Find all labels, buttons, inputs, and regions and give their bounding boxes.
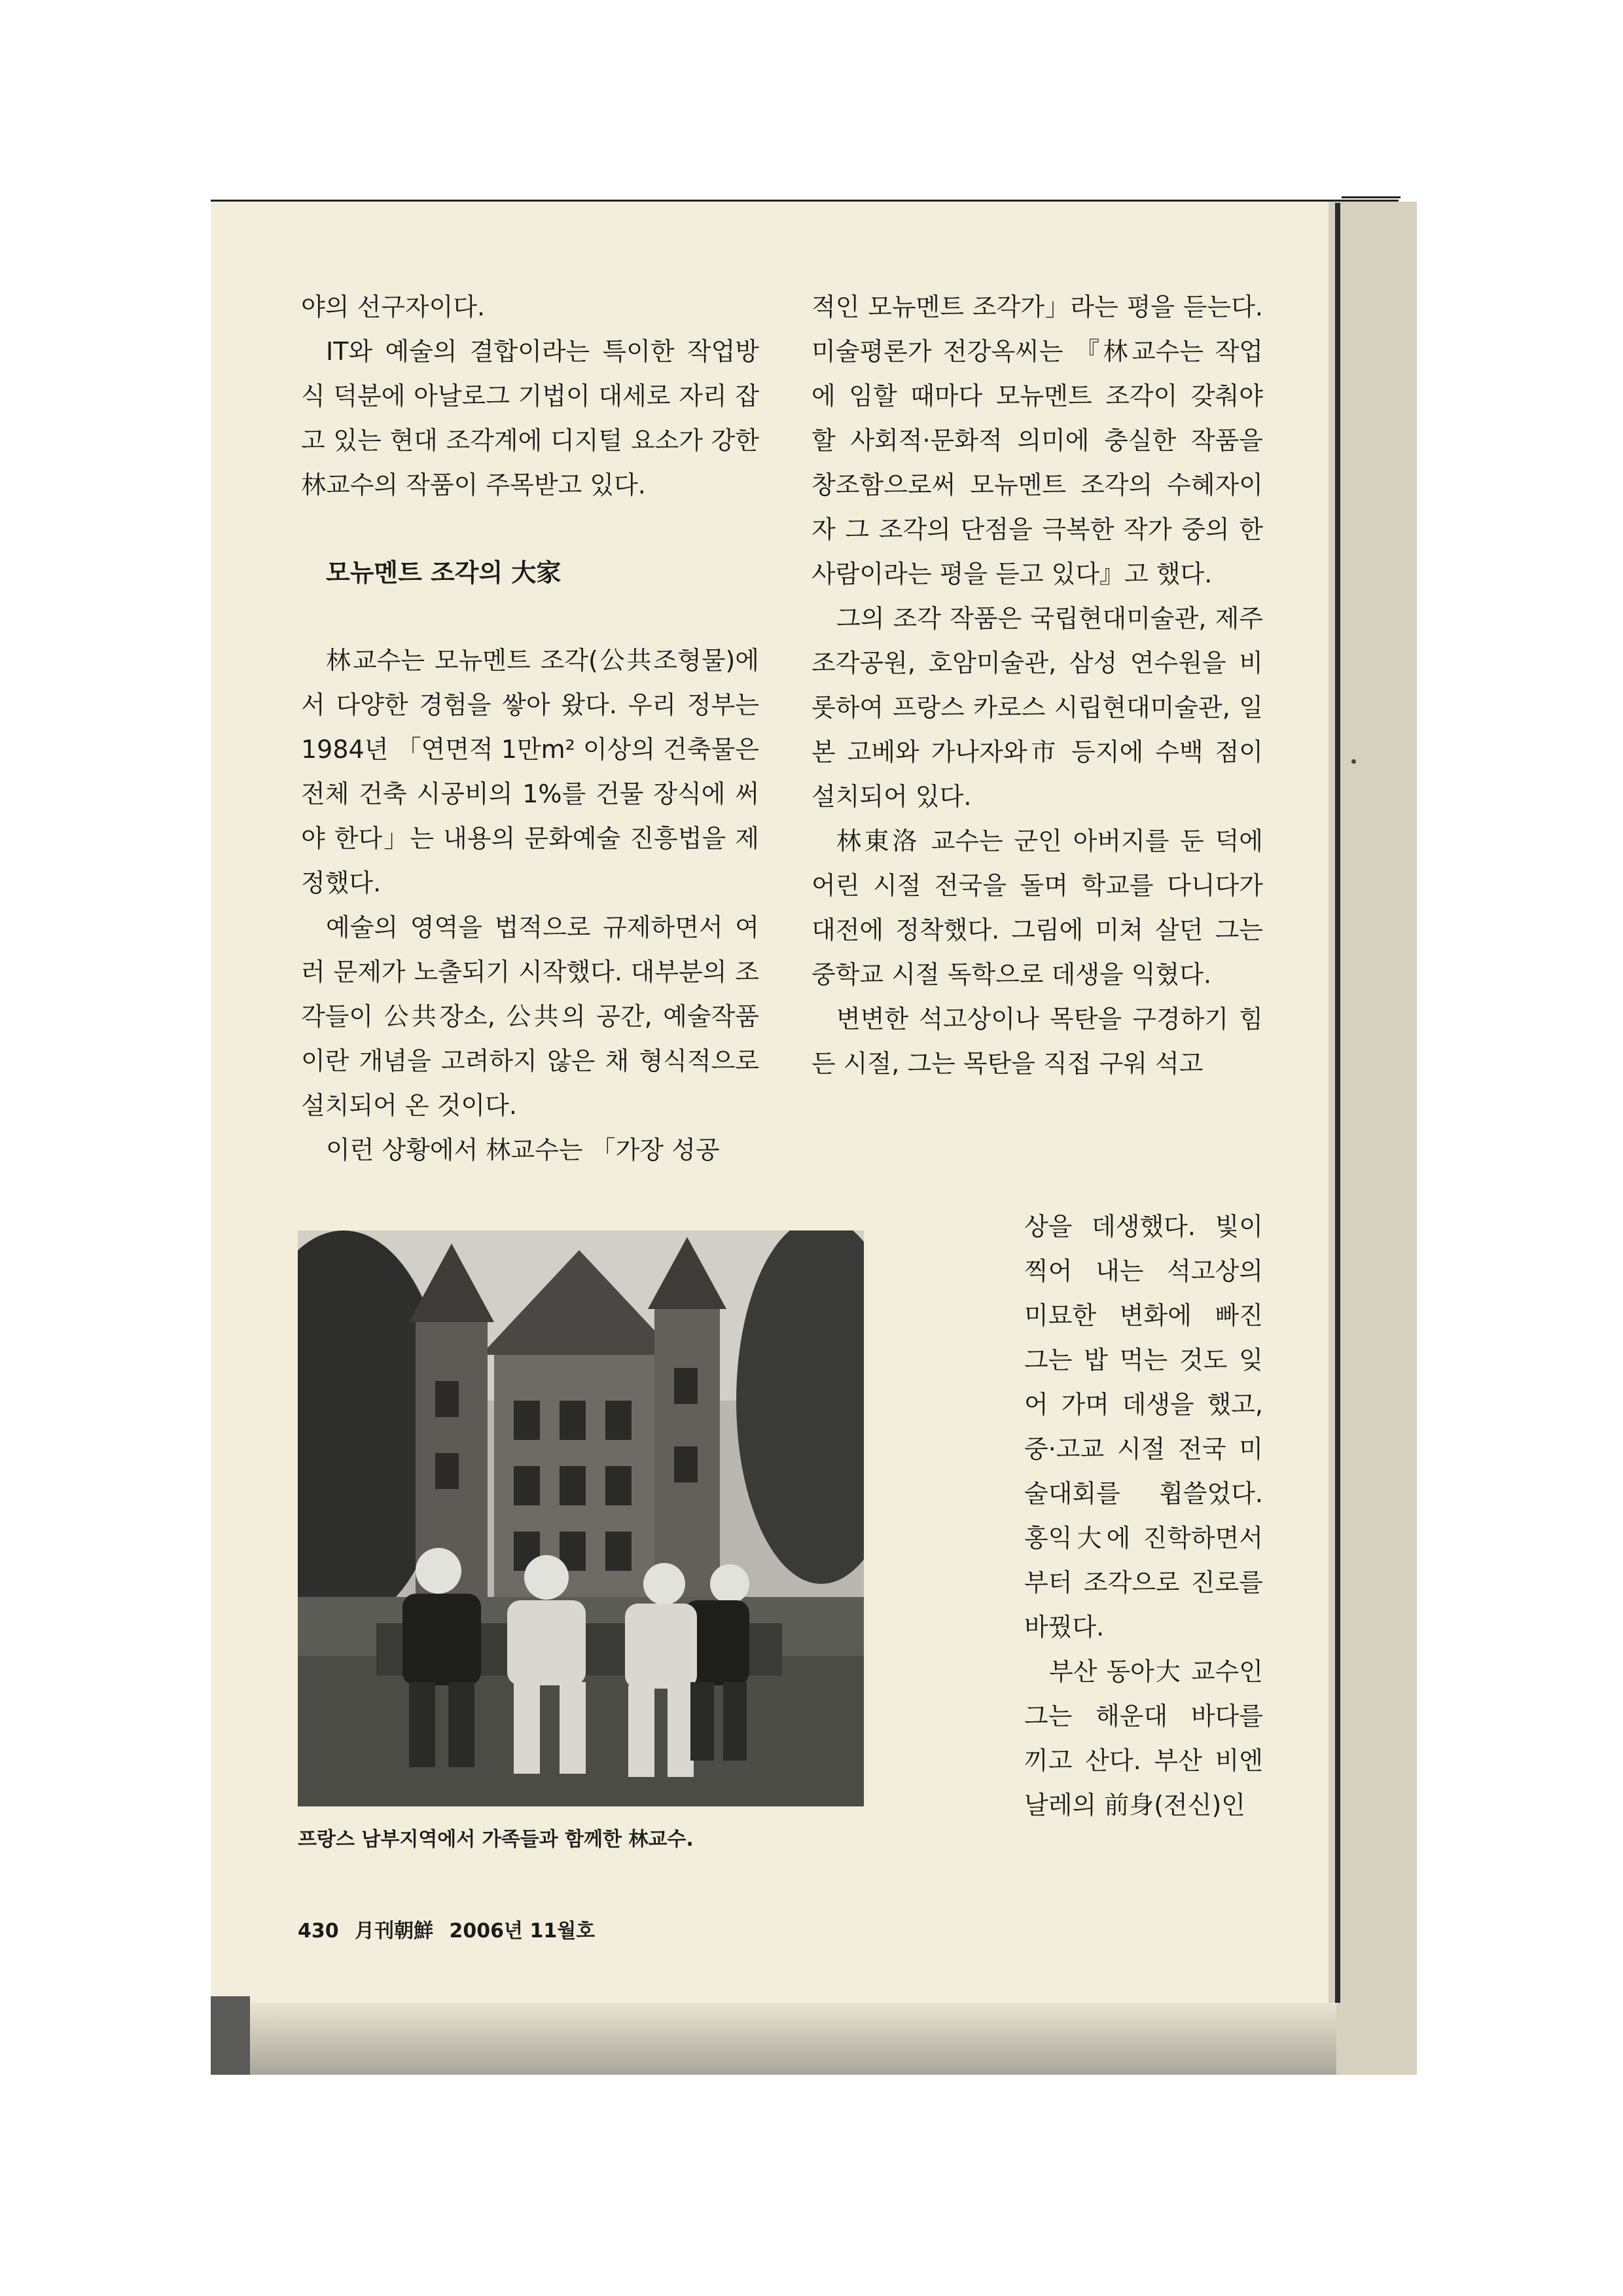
paragraph: 林東洛 교수는 군인 아버지를 둔 덕에 어린 시절 전국을 돌며 학교를 다니다가 대전에 정착했다. 그림에 미쳐 살던 그는 중학교 시절 독학으로 데생을 익혔다. [812,827,1263,989]
paragraph: 예술의 영역을 법적으로 규제하면서 여러 문제가 노출되기 시작했다. 대부분의 조각들이 公共장소, 公共의 공간, 예술작품이란 개념을 고려하지 않은 채 형식적으로 설치되어 온 것이다. [301,913,759,1120]
issue-date: 2006년 11월호 [449,1920,596,1943]
paragraph: 상을 데생했다. 빛이 찍어 내는 석고상의 미묘한 변화에 빠진 그는 밥 먹는 것도 잊어 가며 데생을 했고, 중·고교 시절 전국 미술대회를 휩쓸었다. 홍익大에 진학하면서부터 조각으로 진로를 바꿨다. [1024,1212,1263,1641]
page-number: 430 [298,1920,339,1943]
paragraph: 그의 조각 작품은 국립현대미술관, 제주 조각공원, 호암미술관, 삼성 연수원을 비롯하여 프랑스 카로스 시립현대미술관, 일본 고베와 가나자와市 등지에 수백 점이 설치되어 있다. [812,604,1263,811]
page-gutter-right [1329,202,1417,2075]
right-column [812,285,1263,1086]
paragraph: 林교수는 모뉴멘트 조각(公共조형물)에서 다양한 경험을 쌓아 왔다. 우리 정부는 1984년 「연면적 1만m² 이상의 건축물은 전체 건축 시공비의 1%를 건물 장식에 써야 한다」는 내용의 문화예술 진흥법을 제정했다. [301,646,759,897]
paragraph: 적인 모뉴멘트 조각가」라는 평을 듣는다. 미술평론가 전강옥씨는 『林교수는 작업에 임할 때마다 모뉴멘트 조각이 갖춰야 할 사회적·문화적 의미에 충실한 작품을 창조함으로써 모뉴멘트 조각의 수혜자이자 그 조각의 단점을 극복한 작가 중의 한 사람이라는 평을 듣고 있다』고 했다. [812,293,1263,588]
paragraph: 이런 상황에서 林교수는 「가장 성공 [326,1136,720,1164]
photo-caption: 프랑스 남부지역에서 가족들과 함께한 林교수. [298,1828,694,1851]
paragraph: 야의 선구자이다. [301,293,486,321]
page-footer [298,1914,604,1943]
left-column [301,285,759,1172]
paragraph: 부산 동아大 교수인 그는 해운대 바다를 끼고 산다. 부산 비엔날레의 前身(전신)인 [1024,1657,1263,1820]
section-heading: 모뉴멘트 조각의 大家 [326,558,562,587]
photo-illustration [298,1230,864,1806]
margin-mark [1351,759,1356,764]
page-corner-shadow [211,1996,250,2075]
paragraph: 변변한 석고상이나 목탄을 구경하기 힘든 시절, 그는 목탄을 직접 구워 석고 [812,1005,1263,1078]
page-gutter-shadow [1335,203,1340,2003]
family-photo [298,1230,864,1806]
wrap-column [812,1204,1263,1827]
paragraph: IT와 예술의 결합이라는 특이한 작업방식 덕분에 아날로그 기법이 대세로 자리 잡고 있는 현대 조각계에 디지털 요소가 강한 林교수의 작품이 주목받고 있다. [301,337,759,499]
magazine-name: 月刊朝鮮 [355,1920,434,1943]
page-bottom-shadow [211,2003,1336,2075]
page-top-edge-2 [1342,196,1400,198]
